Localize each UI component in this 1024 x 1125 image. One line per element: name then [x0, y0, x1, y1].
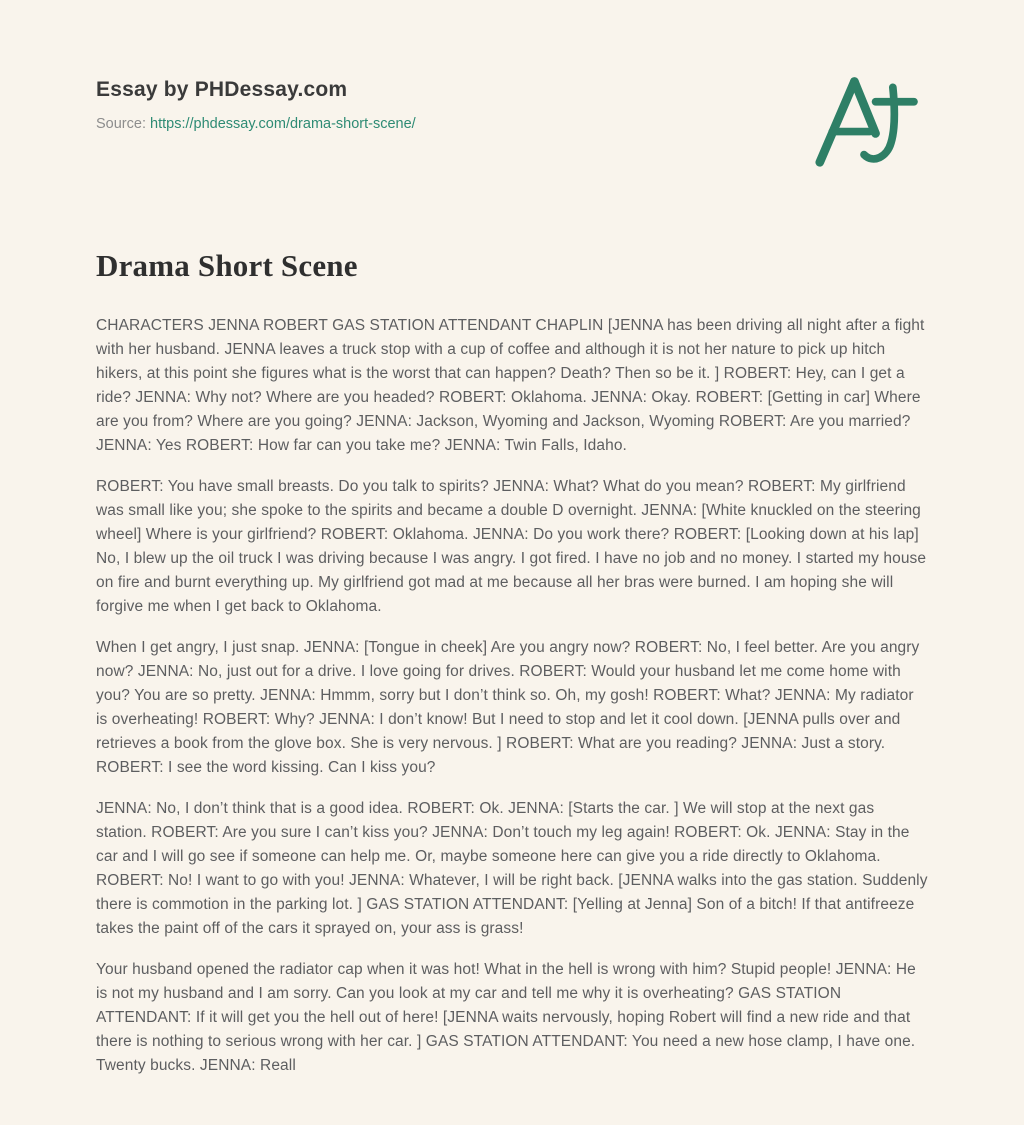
- source-line: [96, 116, 416, 132]
- essay-paragraph-5: Your husband opened the radiator cap when it was hot! What in the hell is wrong with him? Stupid people! JENNA: He is not my husband and I am sorry. Can you look at my car and tell me why it is overheating? GAS STATION ATTENDANT: If it will get you the hell out of here! [JENNA waits nervously, hoping Robert will find a new ride and that there is nothing to serious wrong with her car. ] GAS STATION ATTENDANT: You need a new hose clamp, I have one. Twenty bucks. JENNA: Reall: [96, 961, 916, 1074]
- essay-title: Drama Short Scene: [96, 248, 358, 283]
- source-label: Source:: [96, 116, 146, 132]
- essay-paragraph-1: CHARACTERS JENNA ROBERT GAS STATION ATTENDANT CHAPLIN [JENNA has been driving all night after a fight with her husband. JENNA leaves a truck stop with a cup of coffee and although it is not her nature to pick up hitch hikers, at this point she figures what is the worst that can happen? Death? Then so be it. ] ROBERT: Hey, can I get a ride? JENNA: Why not? Where are you headed? ROBERT: Oklahoma. JENNA: Okay. ROBERT: [Getting in car] Where are you from? Where are you going? JENNA: Jackson, Wyoming and Jackson, Wyoming ROBERT: Are you married? JENNA: Yes ROBERT: How far can you take me? JENNA: Twin Falls, Idaho.: [96, 317, 925, 454]
- page-header: [96, 78, 928, 170]
- essay-body: [96, 314, 928, 1078]
- a-plus-logo-svg: [804, 70, 924, 170]
- essay-paragraph-4: JENNA: No, I don’t think that is a good idea. ROBERT: Ok. JENNA: [Starts the car. ] We will stop at the next gas station. ROBERT: Are you sure I can’t kiss you? JENNA: Don’t touch my leg again! ROBERT: Ok. JENNA: Stay in the car and I will go see if someone can help me. Or, maybe someone here can give you a ride directly to Oklahoma. ROBERT: No! I want to go with you! JENNA: Whatever, I will be right back. [JENNA walks into the gas station. Suddenly there is commotion in the parking lot. ] GAS STATION ATTENDANT: [Yelling at Jenna] Son of a bitch! If that antifreeze takes the paint off of the cars it sprayed on, your ass is grass!: [96, 800, 928, 937]
- byline: Essay by PHDessay.com: [96, 78, 348, 101]
- header-text-block: [96, 78, 416, 132]
- phdessay-a-plus-logo-icon: [804, 70, 924, 170]
- essay-paragraph-2: ROBERT: You have small breasts. Do you talk to spirits? JENNA: What? What do you mean? ROBERT: My girlfriend was small like you; she spoke to the spirits and became a double D overnight. JENNA: [White knuckled on the steering wheel] Where is your girlfriend? ROBERT: Oklahoma. JENNA: Do you work there? ROBERT: [Looking down at his lap] No, I blew up the oil truck I was driving because I was angry. I got fired. I have no job and no money. I started my house on fire and burnt everything up. My girlfriend got mad at me because all her bras were burned. I am hoping she will forgive me when I get back to Oklahoma.: [96, 478, 927, 615]
- essay-paragraph-3: When I get angry, I just snap. JENNA: [Tongue in cheek] Are you angry now? ROBERT: No, I feel better. Are you angry now? JENNA: No, just out for a drive. I love going for drives. ROBERT: Would your husband let me come home with you? You are so pretty. JENNA: Hmmm, sorry but I don’t think so. Oh, my gosh! ROBERT: What? JENNA: My radiator is overheating! ROBERT: Why? JENNA: I don’t know! But I need to stop and let it cool down. [JENNA pulls over and retrieves a book from the glove box. She is very nervous. ] ROBERT: What are you reading? JENNA: Just a story. ROBERT: I see the word kissing. Can I kiss you?: [96, 639, 920, 776]
- source-link[interactable]: https://phdessay.com/drama-short-scene/: [150, 116, 416, 132]
